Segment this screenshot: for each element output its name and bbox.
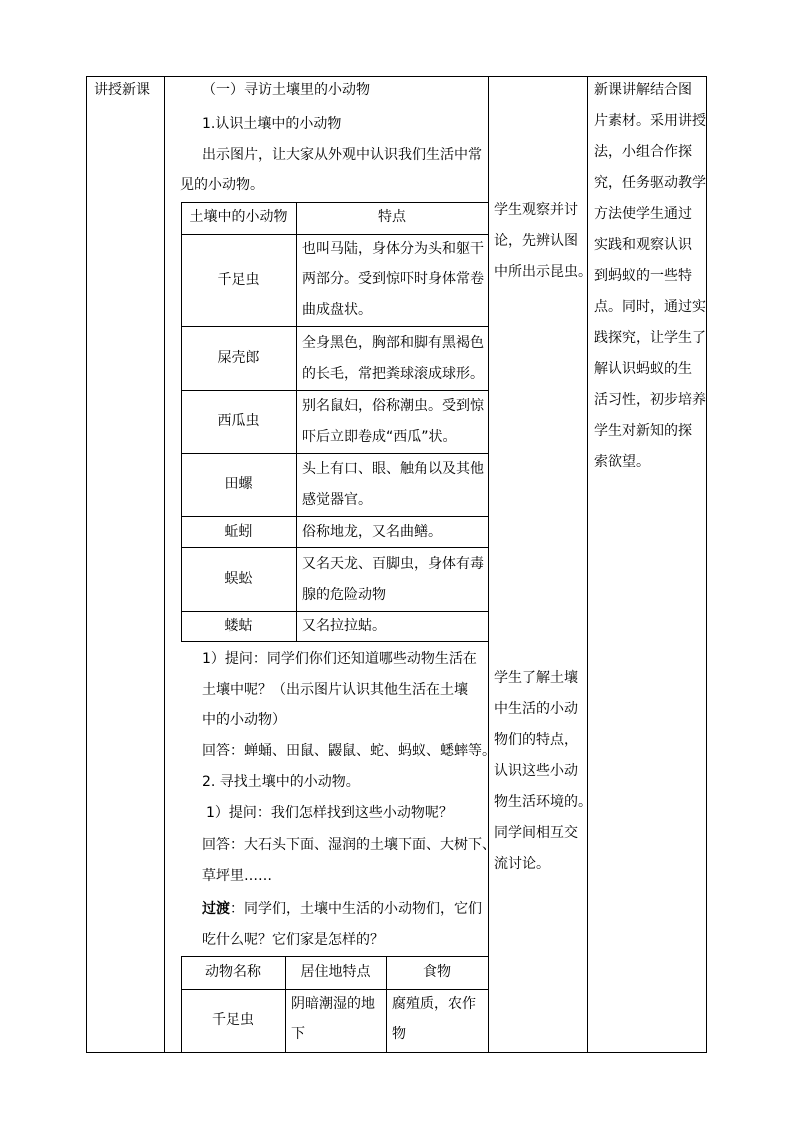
design-intent-line: 新课讲解结合图 bbox=[594, 82, 692, 98]
column-divider-2 bbox=[488, 76, 489, 1053]
t1-feature-line: 两部分。受到惊吓时身体常卷 bbox=[302, 271, 484, 287]
outer-bottom-border bbox=[86, 1052, 707, 1053]
student-activity-line: 论，先辨认图 bbox=[494, 233, 578, 249]
student-activity-line: 学生观察并讨 bbox=[494, 202, 578, 218]
intro-line-1: 出示图片，让大家从外观中认识我们生活中常 bbox=[202, 147, 482, 163]
t1-feature-line: 吓后立即卷成“西瓜”状。 bbox=[302, 429, 457, 445]
transition-line-2: 吃什么呢？它们家是怎样的？ bbox=[202, 932, 384, 948]
outer-top-border bbox=[86, 76, 707, 77]
t1-line bbox=[181, 234, 489, 235]
student-activity-line: 中所出示昆虫。 bbox=[494, 264, 592, 280]
question-1-line: 土壤中呢？（出示图片认识其他生活在土壤 bbox=[202, 682, 468, 698]
t1-line bbox=[181, 326, 489, 327]
t1-line bbox=[181, 390, 489, 391]
t2-line bbox=[181, 989, 489, 990]
transition-text: ：同学们，土壤中生活的小动物们，它们 bbox=[230, 901, 482, 917]
t1-feature-line: 别名鼠妇，俗称潮虫。受到惊 bbox=[302, 398, 484, 414]
design-intent-line: 索欲望。 bbox=[594, 454, 650, 470]
t1-feature-line: 全身黑色，胸部和脚有黑褐色 bbox=[302, 335, 484, 351]
t1-line bbox=[181, 611, 489, 612]
t1-header-animal: 土壤中的小动物 bbox=[189, 209, 288, 225]
t1-feature-line: 又名天龙、百脚虫，身体有毒 bbox=[302, 556, 484, 572]
design-intent-line: 解认识蚂蚁的生 bbox=[594, 361, 692, 377]
t1-feature-line: 也叫马陆，身体分为头和躯干 bbox=[302, 241, 484, 257]
design-intent-line: 点。同时，通过实 bbox=[594, 299, 706, 315]
t1-line bbox=[181, 202, 489, 203]
t1-animal-name: 千足虫 bbox=[217, 272, 260, 288]
t2-header-food: 食物 bbox=[423, 964, 451, 980]
student-activity-line: 中生活的小动 bbox=[494, 701, 578, 717]
t1-line bbox=[181, 516, 489, 517]
student-activity-line: 物生活环境的。 bbox=[494, 794, 592, 810]
design-intent-line: 究，任务驱动教学 bbox=[594, 175, 706, 191]
t1-vline bbox=[296, 202, 297, 642]
t1-feature-line: 感觉器官。 bbox=[302, 492, 372, 508]
t2-food-line: 物 bbox=[392, 1026, 406, 1042]
t2-header-habitat: 居住地特点 bbox=[300, 964, 371, 980]
heading-2: 1.认识土壤中的小动物 bbox=[202, 116, 342, 132]
t1-feature-line: 又名拉拉蛄。 bbox=[302, 618, 386, 634]
heading-1: （一）寻访土壤里的小动物 bbox=[202, 82, 370, 98]
t1-feature-line: 腺的危险动物 bbox=[302, 587, 386, 603]
t1-animal-name: 西瓜虫 bbox=[217, 413, 260, 429]
column-divider-1 bbox=[164, 76, 165, 1053]
t1-feature-line: 的长毛，常把粪球滚成球形。 bbox=[302, 366, 484, 382]
design-intent-line: 法，小组合作探 bbox=[594, 144, 692, 160]
t2-habitat-line: 阴暗潮湿的地 bbox=[291, 996, 375, 1012]
t1-feature-line: 曲成盘状。 bbox=[302, 302, 372, 318]
design-intent-line: 活习性，初步培养 bbox=[594, 392, 706, 408]
t2-line bbox=[181, 956, 489, 957]
t1-animal-name: 蝼蛄 bbox=[224, 618, 253, 634]
question-1-line: 中的小动物） bbox=[202, 712, 286, 728]
answer-2-line: 草坪里…… bbox=[202, 868, 272, 884]
t1-animal-name: 蜈蚣 bbox=[224, 571, 253, 587]
section-label: 讲授新课 bbox=[94, 82, 150, 98]
transition-label: 过渡 bbox=[202, 901, 230, 917]
outer-left-border bbox=[86, 76, 87, 1053]
t2-habitat-line: 下 bbox=[291, 1026, 305, 1042]
design-intent-line: 方法使学生通过 bbox=[594, 206, 692, 222]
column-divider-3 bbox=[587, 76, 588, 1053]
t2-food-line: 腐殖质，农作 bbox=[392, 996, 476, 1012]
t1-animal-name: 屎壳郎 bbox=[217, 350, 260, 366]
t1-line bbox=[181, 641, 489, 642]
student-activity-line: 物们的特点， bbox=[494, 732, 578, 748]
t1-feature-line: 头上有口、眼、触角以及其他 bbox=[302, 461, 484, 477]
heading-3: 2. 寻找土壤中的小动物。 bbox=[202, 774, 360, 790]
student-activity-line: 认识这些小动 bbox=[494, 763, 578, 779]
student-activity-line: 学生了解土壤 bbox=[494, 670, 578, 686]
t1-line bbox=[181, 453, 489, 454]
question-1-line: 1）提问：同学们你们还知道哪些动物生活在 bbox=[202, 651, 477, 667]
t2-header-name: 动物名称 bbox=[205, 964, 261, 980]
t1-animal-name: 蚯蚓 bbox=[224, 524, 253, 540]
design-intent-line: 到蚂蚁的一些特 bbox=[594, 268, 692, 284]
t1-feature-line: 俗称地龙，又名曲鳝。 bbox=[302, 524, 442, 540]
question-2: 1）提问：我们怎样找到这些小动物呢？ bbox=[206, 805, 453, 821]
answer-2-line: 回答：大石头下面、湿润的土壤下面、大树下、 bbox=[202, 837, 496, 853]
intro-line-2: 见的小动物。 bbox=[180, 177, 264, 193]
student-activity-line: 同学间相互交 bbox=[494, 825, 578, 841]
design-intent-line: 实践和观察认识 bbox=[594, 237, 692, 253]
t1-animal-name: 田螺 bbox=[224, 476, 253, 492]
design-intent-line: 片素材。采用讲授 bbox=[594, 113, 706, 129]
outer-right-border bbox=[706, 76, 707, 1053]
design-intent-line: 学生对新知的探 bbox=[594, 423, 692, 439]
student-activity-line: 流讨论。 bbox=[494, 856, 550, 872]
t1-header-feature: 特点 bbox=[378, 209, 406, 225]
answer-1: 回答：蝉蛹、田鼠、鼹鼠、蛇、蚂蚁、蟋蟀等。 bbox=[202, 743, 496, 759]
transition-line-1 bbox=[202, 899, 482, 919]
t2-animal-name: 千足虫 bbox=[212, 1012, 254, 1028]
design-intent-line: 践探究，让学生了 bbox=[594, 330, 706, 346]
t1-line bbox=[181, 547, 489, 548]
